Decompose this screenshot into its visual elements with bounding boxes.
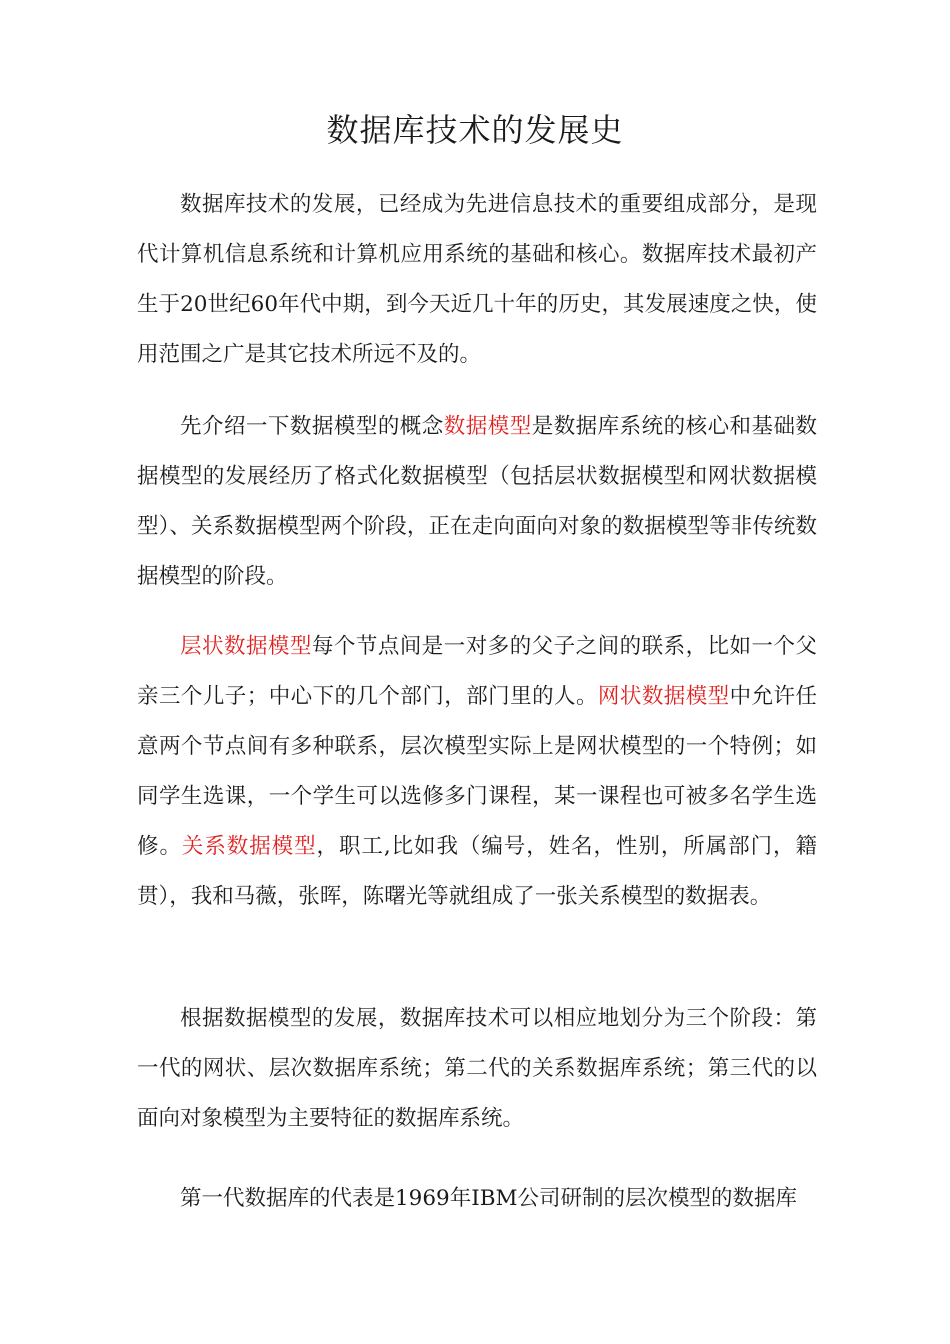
paragraph-first-generation xyxy=(137,1174,817,1224)
highlight-data-model: 数据模型 xyxy=(443,414,532,439)
paragraph-model-types-text3: ，职工,比如我（编号，姓名，性别，所属部门，籍贯），我和马薇，张晖，陈曙光等就组成了一张关系模型的数据表。 xyxy=(137,834,817,909)
highlight-relational-model: 关系数据模型 xyxy=(181,834,317,859)
paragraph-intro-text: 数据库技术的发展，已经成为先进信息技术的重要组成部分，是现代计算机信息系统和计算机应用系统的基础和核心。数据库技术最初产生于20世纪60年代中期，到今天近几十年的历史，其发展速度之快，使用范围之广是其它技术所远不及的。 xyxy=(137,192,817,367)
paragraph-model-types-text1: 每个节点间是一对多的父子之间的联系，比如一个父亲三个儿子；中心下的几个部门，部门里的人。 xyxy=(137,634,817,709)
paragraph-intro xyxy=(137,180,817,380)
highlight-network-model: 网状数据模型 xyxy=(597,684,730,709)
paragraph-data-model xyxy=(137,402,817,602)
document-title: 数据库技术的发展史 xyxy=(326,111,624,149)
highlight-hierarchical-model: 层状数据模型 xyxy=(180,634,312,659)
paragraph-stages-text: 根据数据模型的发展，数据库技术可以相应地划分为三个阶段：第一代的网状、层次数据库系统；第二代的关系数据库系统；第三代的以面向对象模型为主要特征的数据库系统。 xyxy=(137,1006,817,1131)
paragraph-stages xyxy=(137,994,817,1144)
paragraph-first-generation-text: 第一代数据库的代表是1969年IBM公司研制的层次模型的数据库 xyxy=(180,1186,798,1211)
paragraph-data-model-before: 先介绍一下数据模型的概念 xyxy=(180,414,444,439)
paragraph-data-model-after: 是数据库系统的核心和基础数据模型的发展经历了格式化数据模型（包括层状数据模型和网状数据模型）、关系数据模型两个阶段，正在走向面向对象的数据模型等非传统数据模型的阶段。 xyxy=(137,414,817,589)
paragraph-model-types xyxy=(137,622,817,922)
paragraph-model-types-text2: 中允许任意两个节点间有多种联系，层次模型实际上是网状模型的一个特例；如同学生选课，一个学生可以选修多门课程，某一课程也可被多名学生选修。 xyxy=(137,684,817,859)
